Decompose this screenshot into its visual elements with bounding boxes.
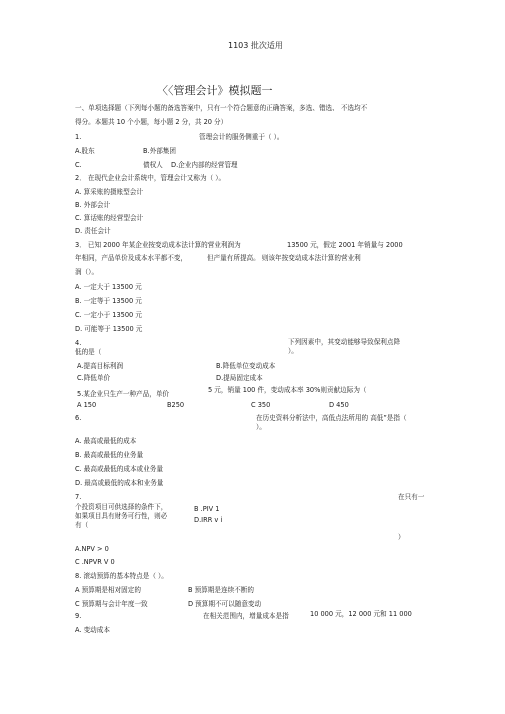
q4-option-a: A.提高目标利润 xyxy=(77,362,124,370)
q3-line2b: 但产量有所提高。 则该年按变动成本法计算的营业利 xyxy=(207,254,361,262)
q6-number: 6. xyxy=(75,414,82,422)
q9-text: 在相关范围内，增量成本是指 xyxy=(203,612,289,620)
q8-option-a: A 预算期是相对固定的 xyxy=(75,586,141,594)
q1-option-c-text: 债权人 xyxy=(143,161,163,169)
q5-option-d: D 450 xyxy=(329,401,349,409)
section-intro-line1: 一、单项选择题（下列每小题的备选答案中，只有一个符合题意的正确答案，多选、错选、 不选均不 xyxy=(75,104,368,112)
q4-number: 4. xyxy=(75,339,82,347)
q6-text: 在历史资料分析法中，高低点法所用的 高低”是指（ xyxy=(256,414,407,422)
q1-option-b: B.外部集团 xyxy=(143,147,176,155)
q6-option-c: C. 最高或最低的成本或业务量 xyxy=(75,465,163,473)
q7-option-d: D.IRR v i xyxy=(194,516,223,524)
q2-option-a: A. 算采账的摄账型会计 xyxy=(75,188,143,196)
q1-number: 1. xyxy=(75,133,82,141)
q7-option-c: C .NPVR V 0 xyxy=(75,558,115,566)
q2-option-b: B. 外部会计 xyxy=(75,201,111,209)
q1-option-d: D.企业内部的经营管理 xyxy=(171,161,238,169)
q5-text-a: 5.某企业只生产一种产品，单价 xyxy=(77,390,170,398)
q7-text-close: ） xyxy=(398,533,405,541)
q6-text-close: ）。 xyxy=(256,423,266,431)
q3-option-d: D. 可能等于 13500 元 xyxy=(75,325,143,333)
q7-option-a: A.NPV > 0 xyxy=(75,545,109,553)
q2-option-c: C. 算话账的经营型会计 xyxy=(75,214,144,222)
q5-text-b: 5 元，销量 100 件，变动成本率 30%则贡献边际为（ xyxy=(208,386,367,394)
q1-option-c: C. xyxy=(75,161,82,169)
q4-text-right: 下列因素中，其变动能够导致保利点降 xyxy=(288,338,401,346)
q2-option-d: D. 责任会计 xyxy=(75,227,111,235)
q9-amounts: 10 000 元，12 000 元和 11 000 xyxy=(310,610,412,618)
q8-text: 8. 滚动预算的基本特点是（ ）。 xyxy=(75,572,168,580)
section-intro-line2: 得分。本题共 10 个小题，每小题 2 分，共 20 分） xyxy=(75,118,228,126)
q4-text-close: ）。 xyxy=(288,347,298,355)
q7-text-left-3: 有（ xyxy=(75,521,89,529)
q1-option-a: A.股东 xyxy=(75,147,95,155)
q4-text-left: 低的是（ xyxy=(75,348,102,356)
q8-option-c: C 预算期与会计年度一致 xyxy=(75,600,148,608)
q3-line2a: 年相同，产品单价及成本水平都不变， xyxy=(75,254,188,262)
q3-option-c: C. 一定小于 13500 元 xyxy=(75,311,142,319)
q7-option-b: B .PIV 1 xyxy=(194,505,220,513)
q9-option-a: A. 变动成本 xyxy=(75,626,110,634)
q3-line1b: 13500 元，假定 2001 年销量与 2000 xyxy=(287,241,403,249)
q5-option-c: C 350 xyxy=(251,401,271,409)
q9-number: 9. xyxy=(75,612,82,620)
q8-option-b: B 预算期是连续不断的 xyxy=(188,586,254,594)
q7-text-left-2: 如果项目具有财务可行性，则必 xyxy=(75,512,168,520)
page-title: 〈〈管理会计》模拟题一 xyxy=(157,84,273,97)
q3-option-b: B. 一定等于 13500 元 xyxy=(75,297,142,305)
q5-option-a: A 150 xyxy=(77,401,97,409)
q7-text-right: 在只有一 xyxy=(398,493,425,501)
q4-option-d: D.提局固定成本 xyxy=(216,374,263,382)
q3-line1a: 3． 已知 2000 年某企业按变动成本法计算的营业利润为 xyxy=(75,241,241,249)
q7-text-left-1: 个投资项目可供选择的条件下， xyxy=(75,503,168,511)
q6-option-b: B. 最高或最低的业务量 xyxy=(75,451,144,459)
q8-option-d: D 预算期不可以随意变动 xyxy=(188,600,262,608)
q3-option-a: A. 一定大于 13500 元 xyxy=(75,283,142,291)
q5-option-b: B250 xyxy=(167,401,185,409)
q4-option-c: C.降低单价 xyxy=(77,374,111,382)
q2-text: 2． 在现代企业会计系统中，管理会计又称为（ ）。 xyxy=(75,174,226,182)
q3-line3: 润（）。 xyxy=(75,268,99,276)
page-header: 1103 批次适用 xyxy=(228,41,283,50)
q7-number: 7. xyxy=(75,493,82,501)
q4-option-b: B.降低单位变动成本 xyxy=(216,362,276,370)
q6-option-d: D. 最高或最低的成本和业务量 xyxy=(75,479,164,487)
q1-text: 管理会计的服务侧重于（ ）。 xyxy=(199,133,284,141)
q6-option-a: A. 最高或最低的成本 xyxy=(75,437,137,445)
